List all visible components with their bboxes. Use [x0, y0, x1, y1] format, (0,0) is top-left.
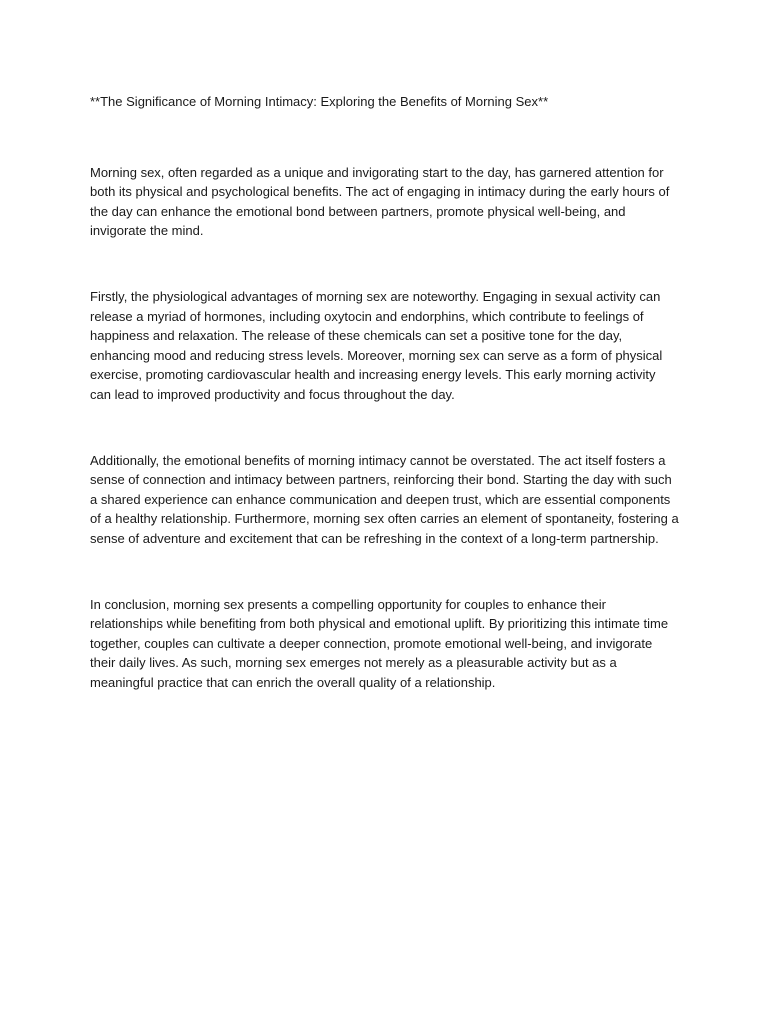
- document-body: [90, 92, 680, 738]
- paragraph-intro: Morning sex, often regarded as a unique and invigorating start to the day, has garnered attention for both its physical and psychological benefits. The act of engaging in intimacy during the early hours of the day can enhance the emotional bond between partners, promote physical well-being, and invigorate the mind.: [90, 164, 670, 239]
- paragraph-conclusion: In conclusion, morning sex presents a compelling opportunity for couples to enhance their relationships while benefiting from both physical and emotional uplift. By prioritizing this intimate time together, couples can cultivate a deeper connection, promote emotional well-being, and invigorate their daily lives. As such, morning sex emerges not merely as a pleasurable activity but as a meaningful practice that can enrich the overall quality of a relationship.: [90, 596, 669, 690]
- paragraph-physiological: Firstly, the physiological advantages of morning sex are noteworthy. Engaging in sexual activity can release a myriad of hormones, including oxytocin and endorphins, which contribute to feelings of happiness and relaxation. The release of these chemicals can set a positive tone for the day, enhancing mood and reducing stress levels. Moreover, morning sex can serve as a form of physical exercise, promoting cardiovascular health and increasing energy levels. This early morning activity can lead to improved productivity and focus throughout the day.: [90, 288, 663, 402]
- paragraph-emotional: Additionally, the emotional benefits of morning intimacy cannot be overstated. The act itself fosters a sense of connection and intimacy between partners, reinforcing their bond. Starting the day with such a shared experience can enhance communication and deepen trust, which are essential components of a healthy relationship. Furthermore, morning sex often carries an element of spontaneity, fostering a sense of adventure and excitement that can be refreshing in the context of a long-term partnership.: [90, 452, 679, 546]
- document-title: **The Significance of Morning Intimacy: Exploring the Benefits of Morning Sex**: [90, 94, 549, 109]
